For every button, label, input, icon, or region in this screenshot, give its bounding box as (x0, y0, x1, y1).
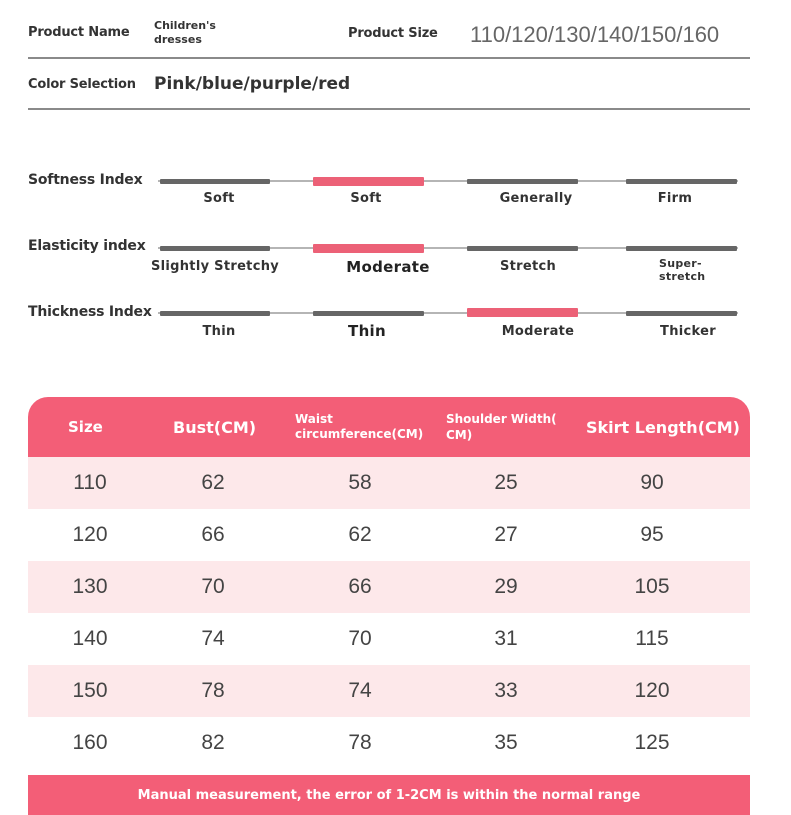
softness-option-1: Soft (203, 191, 235, 206)
measurement-note: Manual measurement, the error of 1-2CM is within the normal range (28, 775, 750, 815)
cell-skirt-length: 125 (634, 731, 670, 754)
size-table-body (28, 457, 750, 769)
cell-waist: 66 (348, 575, 372, 598)
softness-index-title: Softness Index (28, 172, 143, 188)
product-name-line1: Children's (154, 19, 216, 32)
elasticity-option-4-line1: Super- (659, 257, 702, 270)
thickness-segment-2 (313, 311, 424, 316)
product-name-line2: dresses (154, 33, 202, 46)
thickness-segment-3-selected (467, 308, 578, 317)
cell-skirt-length: 120 (634, 679, 670, 702)
header-waist-line2: circumference(CM) (295, 427, 424, 441)
product-name-value (154, 19, 216, 47)
color-selection-label: Color Selection (28, 77, 136, 92)
header-waist (295, 397, 423, 457)
cell-size: 110 (73, 471, 107, 494)
thickness-index-title: Thickness Index (28, 304, 152, 320)
cell-bust: 66 (201, 523, 225, 546)
cell-size: 140 (72, 627, 108, 650)
cell-shoulder: 31 (494, 627, 518, 650)
thickness-option-1: Thin (202, 324, 236, 339)
header-bust: Bust(CM) (173, 417, 257, 437)
elasticity-option-1: Slightly Stretchy (150, 259, 280, 274)
table-row (28, 509, 750, 561)
product-name-label: Product Name (28, 25, 130, 40)
elasticity-option-2: Moderate (346, 258, 430, 276)
header-waist-line1: Waist (295, 412, 333, 426)
table-row (28, 561, 750, 613)
cell-shoulder: 25 (494, 471, 518, 494)
cell-skirt-length: 105 (634, 575, 670, 598)
thickness-option-2: Thin (348, 322, 386, 340)
header-shoulder-line1: Shoulder Width( (446, 412, 557, 426)
cell-shoulder: 27 (494, 523, 518, 546)
cell-shoulder: 29 (494, 575, 518, 598)
softness-option-3: Generally (499, 191, 573, 206)
cell-waist: 62 (348, 523, 372, 546)
color-selection-value: Pink/blue/purple/red (154, 74, 351, 94)
table-row (28, 717, 750, 769)
softness-segment-3 (467, 179, 578, 184)
table-row (28, 613, 750, 665)
cell-bust: 70 (201, 575, 225, 598)
cell-shoulder: 33 (494, 679, 518, 702)
softness-segment-4 (626, 179, 737, 184)
thickness-option-4: Thicker (660, 324, 716, 339)
softness-segment-1 (160, 179, 270, 184)
cell-bust: 82 (201, 731, 225, 754)
product-size-label: Product Size (348, 26, 438, 41)
elasticity-segment-3 (467, 246, 578, 251)
cell-size: 120 (72, 523, 108, 546)
elasticity-option-4 (659, 257, 739, 283)
table-row (28, 665, 750, 717)
elasticity-segment-1 (160, 246, 270, 251)
cell-size: 160 (72, 731, 108, 754)
thickness-segment-1 (160, 311, 270, 316)
cell-waist: 78 (348, 731, 372, 754)
elasticity-index-title: Elasticity index (28, 238, 146, 254)
cell-bust: 78 (201, 679, 225, 702)
elasticity-option-3: Stretch (499, 259, 557, 274)
header-size: Size (68, 418, 103, 436)
cell-skirt-length: 90 (640, 471, 664, 494)
cell-size: 150 (72, 679, 108, 702)
cell-bust: 62 (201, 471, 225, 494)
elasticity-option-4-line2: stretch (659, 270, 706, 283)
size-table-header (28, 397, 750, 457)
product-size-value: 110/120/130/140/150/160 (470, 22, 720, 47)
divider (28, 108, 750, 110)
cell-shoulder: 35 (494, 731, 518, 754)
header-shoulder-line2: CM) (446, 428, 473, 442)
divider (28, 57, 750, 59)
header-skirt-length: Skirt Length(CM) (586, 417, 740, 437)
cell-waist: 58 (348, 471, 372, 494)
cell-waist: 74 (348, 679, 372, 702)
softness-segment-2-selected (313, 177, 424, 186)
thickness-segment-4 (626, 311, 737, 316)
cell-size: 130 (72, 575, 108, 598)
cell-skirt-length: 95 (640, 523, 664, 546)
cell-bust: 74 (201, 627, 225, 650)
thickness-option-3: Moderate (501, 324, 575, 339)
cell-waist: 70 (348, 627, 372, 650)
elasticity-segment-4 (626, 246, 737, 251)
size-table (28, 397, 750, 769)
elasticity-segment-2-selected (313, 244, 424, 253)
header-shoulder (446, 397, 557, 457)
table-row (28, 457, 750, 509)
cell-skirt-length: 115 (635, 627, 669, 650)
softness-option-4: Firm (657, 191, 693, 206)
softness-option-2: Soft (350, 191, 382, 206)
